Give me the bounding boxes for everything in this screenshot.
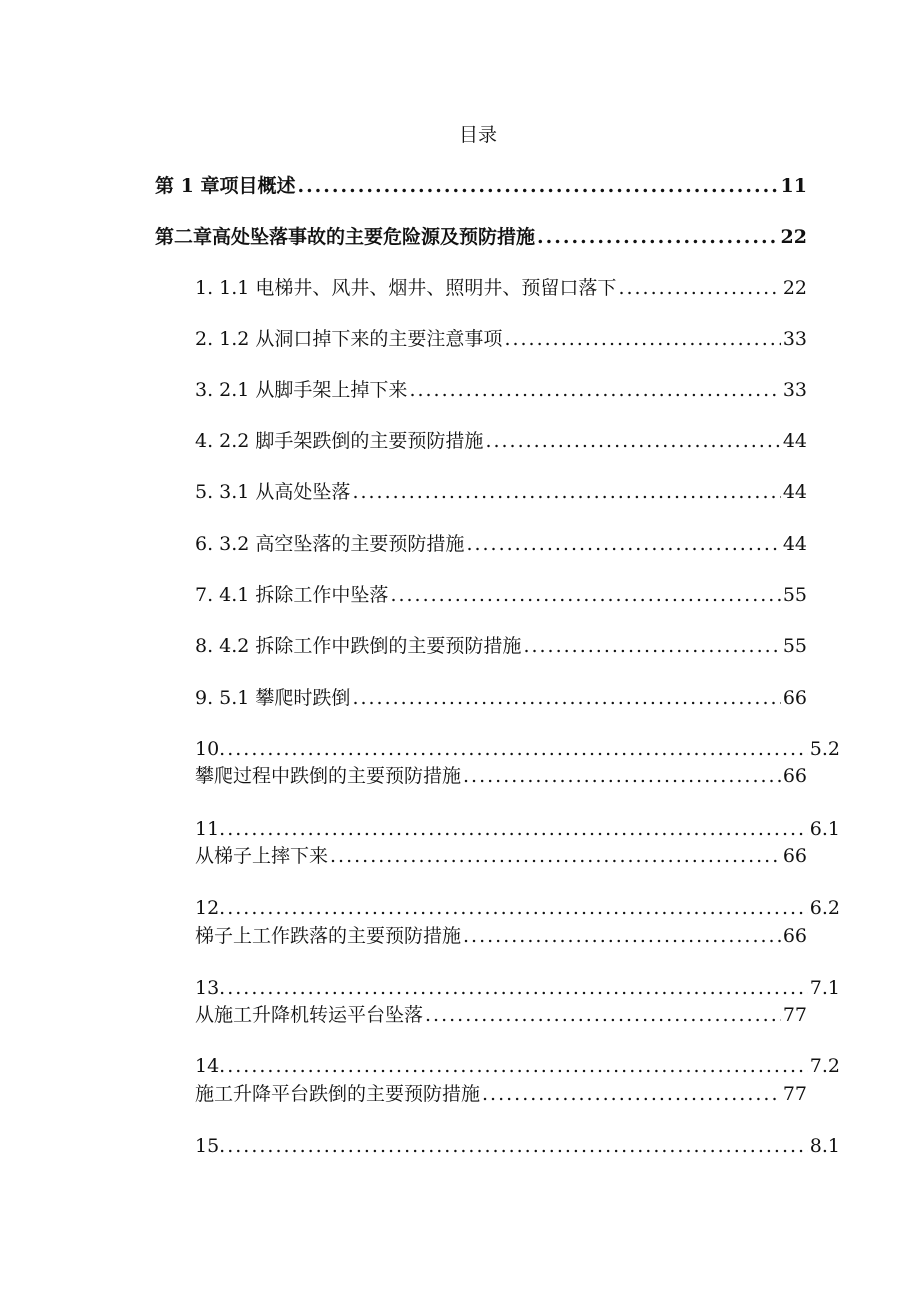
toc-entry[interactable] [195,1054,840,1078]
toc-entry-page: 55 [782,635,807,657]
toc-entry-page: 7.1 [809,977,840,999]
toc-leader [352,686,780,710]
toc-entry-page: 44 [782,430,807,452]
toc-entry-text: 第二章高处坠落事故的主要危险源及预防措施 [155,226,536,248]
toc-entry-text: 3. 2.1 从脚手架上掉下来 [195,379,408,401]
toc-entry-page: 44 [782,533,807,555]
toc-entry-text: 5. 3.1 从高处坠落 [195,481,351,503]
toc-entry-text: 12. [195,897,226,919]
toc-entry-text: 13. [195,977,226,999]
toc-entry[interactable] [195,532,807,556]
toc-leader [463,924,781,948]
toc-leader [463,764,781,788]
toc-entry-text: 9. 5.1 攀爬时跌倒 [195,687,351,709]
toc-title: 目录 [458,124,497,146]
toc-entry-page: 22 [780,226,807,248]
toc-entry[interactable] [195,844,807,868]
toc-entry-text: 14. [195,1055,226,1077]
toc-entry-page: 77 [782,1083,807,1105]
toc-entry[interactable] [155,225,807,249]
toc-leader [330,844,781,868]
toc-entry-page: 77 [782,1004,807,1026]
toc-entry-page: 55 [782,584,807,606]
toc-entry-text: 7. 4.1 拆除工作中坠落 [195,584,389,606]
toc-entry[interactable] [195,1134,840,1158]
toc-entry-text: 施工升降平台跌倒的主要预防措施 [195,1083,481,1105]
toc-leader [227,896,808,920]
toc-entry-text: 攀爬过程中跌倒的主要预防措施 [195,765,462,787]
toc-entry-page: 33 [782,328,807,350]
toc-leader [352,480,780,504]
toc-entry[interactable] [195,924,807,948]
toc-leader [466,532,780,556]
toc-leader [537,225,779,249]
toc-leader [482,1082,781,1106]
toc-entry-page: 33 [782,379,807,401]
toc-entry[interactable] [195,583,807,607]
toc-entry[interactable] [195,737,840,761]
toc-leader [504,327,780,351]
toc-entry-page: 66 [782,765,807,787]
toc-entry[interactable] [195,896,840,920]
toc-entry-text: 8. 4.2 拆除工作中跌倒的主要预防措施 [195,635,522,657]
toc-entry-page: 6.1 [809,818,840,840]
toc-entry[interactable] [195,1003,807,1027]
toc-entry-page: 66 [782,687,807,709]
toc-entry[interactable] [155,174,807,198]
toc-leader [425,1003,781,1027]
toc-leader [409,378,780,402]
toc-entry-page: 11 [780,175,807,197]
toc-entry[interactable] [195,764,807,788]
toc-leader [390,583,780,607]
toc-leader [485,429,780,453]
toc-leader [297,174,778,198]
toc-leader [227,817,808,841]
toc-entry-page: 6.2 [809,897,840,919]
toc-entry-page: 44 [782,481,807,503]
toc-entry-page: 5.2 [809,738,840,760]
toc-entry-page: 66 [782,925,807,947]
toc-entry-text: 11. [195,818,226,840]
toc-entry[interactable] [195,634,807,658]
toc-leader [227,976,808,1000]
toc-entry[interactable] [195,976,840,1000]
toc-entry-page: 66 [782,845,807,867]
toc-entry-text: 第 1 章项目概述 [155,175,296,197]
toc-entry[interactable] [195,817,840,841]
toc-entry-text: 从梯子上摔下来 [195,845,329,867]
toc-entry-text: 4. 2.2 脚手架跌倒的主要预防措施 [195,430,484,452]
toc-entry-text: 10. [195,738,226,760]
toc-entry-page: 22 [782,277,807,299]
toc-entry-text: 梯子上工作跌落的主要预防措施 [195,925,462,947]
toc-entry[interactable] [195,480,807,504]
toc-entry-text: 15. [195,1135,226,1157]
toc-entry[interactable] [195,429,807,453]
toc-entry-text: 6. 3.2 高空坠落的主要预防措施 [195,533,465,555]
toc-leader [618,276,780,300]
toc-entry[interactable] [195,686,807,710]
toc-entry[interactable] [195,378,807,402]
toc-entry-page: 7.2 [809,1055,840,1077]
toc-leader [227,1134,808,1158]
toc-entry[interactable] [195,327,807,351]
toc-entry-page: 8.1 [809,1135,840,1157]
toc-entry[interactable] [195,1082,807,1106]
toc-leader [227,1054,808,1078]
toc-entry[interactable] [195,276,807,300]
toc-entry-text: 2. 1.2 从洞口掉下来的主要注意事项 [195,328,503,350]
toc-entry-text: 从施工升降机转运平台坠落 [195,1004,424,1026]
toc-leader [227,737,808,761]
toc-entry-text: 1. 1.1 电梯井、风井、烟井、照明井、预留口落下 [195,277,617,299]
toc-leader [523,634,780,658]
